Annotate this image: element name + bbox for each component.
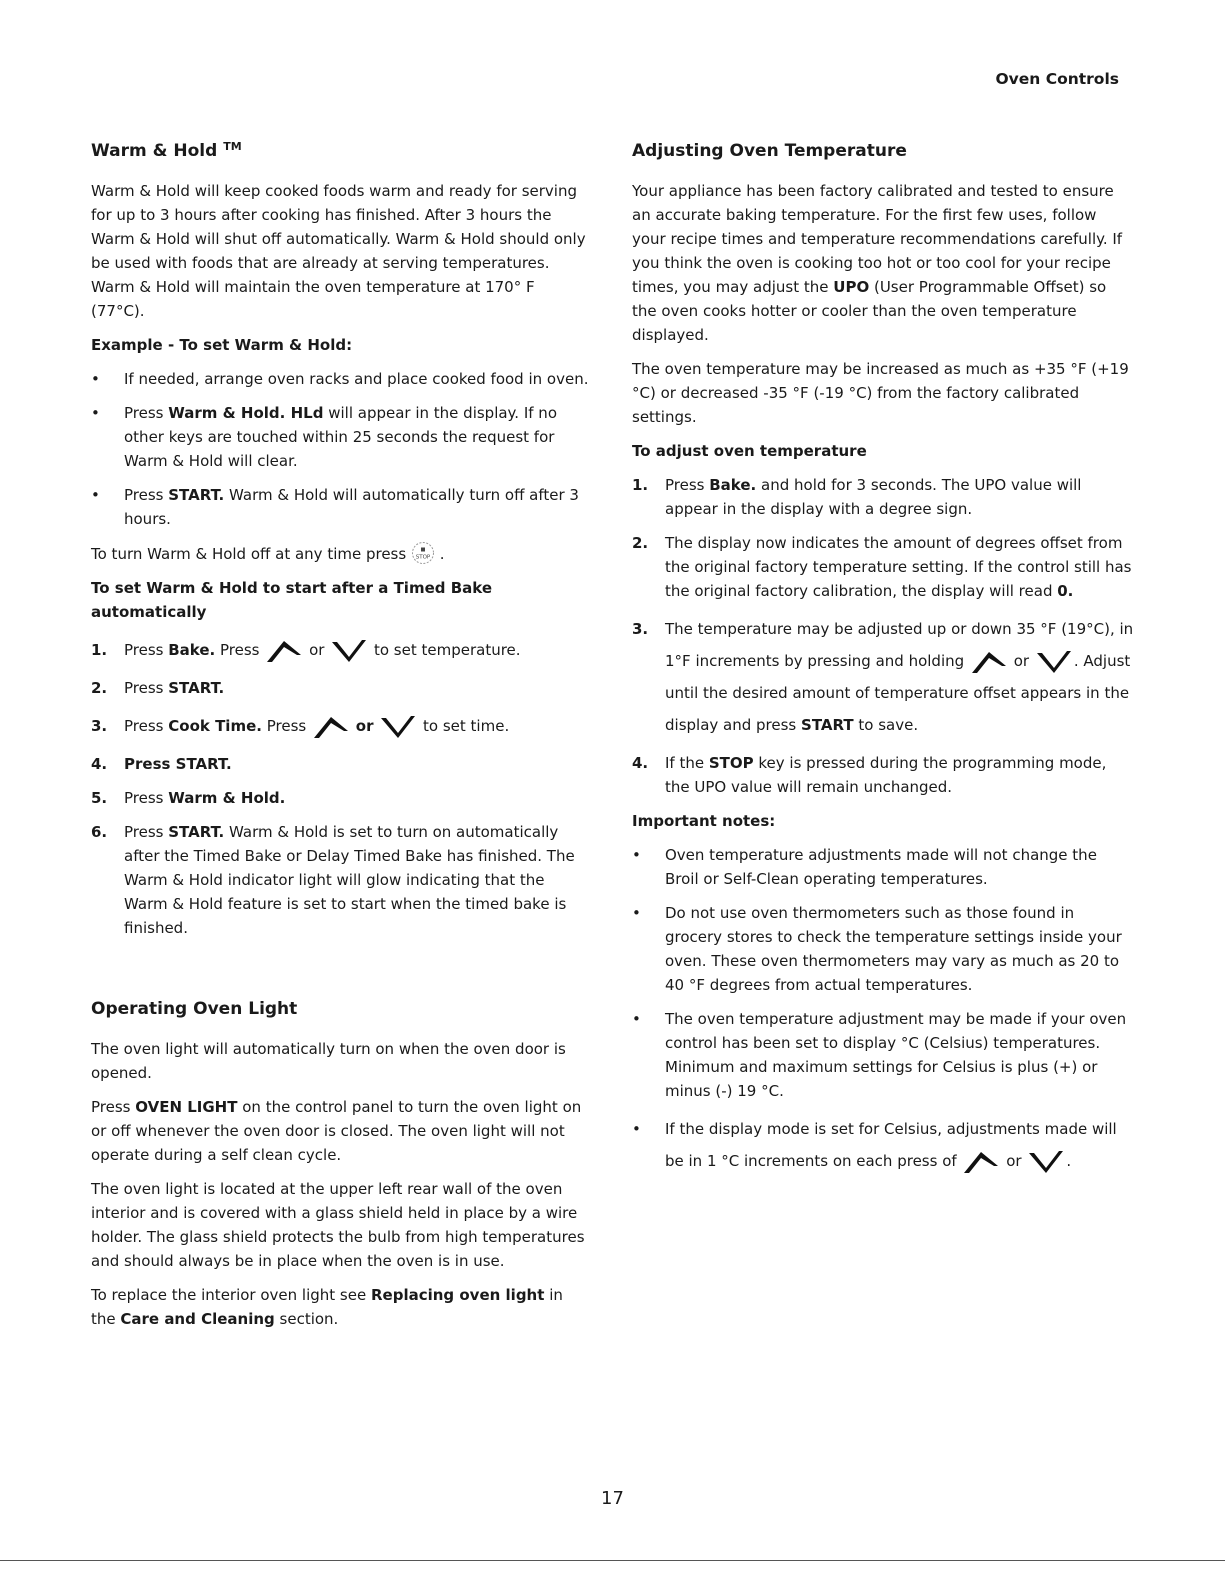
list-item: 2. Press START. [91, 679, 225, 697]
list-item: 3. Press Cook Time. Press or to set time. [91, 710, 591, 742]
oven-light-p1: The oven light will automatically turn on when the oven door is opened. [91, 1040, 566, 1082]
list-item: • Oven temperature adjustments made will not change the Broil or Self-Clean operating temperatures. [632, 843, 1134, 891]
turn-off-instruction: To turn Warm & Hold off at any time press STOP . [91, 541, 591, 566]
list-item: • If the display mode is set for Celsius, adjustments made will be in 1 °C increments on each press of or . [632, 1113, 1134, 1177]
list-item: • Do not use oven thermometers such as those found in grocery stores to check the temperature settings inside your oven. These oven thermometers may vary as much as 20 to 40 °F degrees from actual temperatures. [632, 901, 1134, 997]
timed-bake-steps [91, 634, 591, 940]
up-arrow-icon [311, 714, 351, 740]
stop-button-icon [411, 541, 435, 565]
page-number: 17 [601, 1488, 624, 1509]
adjust-steps-heading: To adjust oven temperature [632, 442, 867, 460]
adjust-steps [632, 473, 1134, 799]
up-arrow-icon [969, 649, 1009, 675]
warm-hold-bullets [91, 367, 591, 531]
oven-light-p3: The oven light is located at the upper left rear wall of the oven interior and is covered with a glass shield held in place by a wire holder. The glass shield protects the bulb from high temperatures and should always be in place when the oven is in use. [91, 1180, 585, 1270]
list-item: • If needed, arrange oven racks and place cooked food in oven. [91, 367, 591, 391]
down-arrow-icon [1026, 1149, 1066, 1175]
oven-light-title: Operating Oven Light [91, 999, 298, 1019]
svg-text:STOP: STOP [415, 554, 431, 561]
bullet-icon: • [91, 486, 100, 504]
timed-bake-heading: To set Warm & Hold to start after a Timed Bake automatically [91, 579, 493, 621]
example-heading: Example - To set Warm & Hold: [91, 336, 353, 354]
list-item: 2. The display now indicates the amount of degrees offset from the original factory temperature setting. If the control still has the original factory calibration, the display will read 0. [632, 534, 1132, 600]
bullet-icon: • [632, 1010, 641, 1028]
adjust-p1: Your appliance has been factory calibrated and tested to ensure an accurate baking temperature. For the first few uses, follow your recipe times and temperature recommendations carefully. If you think the oven is cooking too hot or too cool for your recipe times, you may adjust the UPO (User Programmable Offset) so the oven cooks hotter or cooler than the oven temperature displayed. [632, 182, 1123, 344]
down-arrow-icon [1034, 649, 1074, 675]
notes-list [632, 843, 1134, 1177]
list-item: • Press START. Warm & Hold will automatically turn off after 3 hours. [91, 483, 591, 531]
adjust-p2: The oven temperature may be increased as much as +35 °F (+19 °C) or decreased -35 °F (-19 °C) from the factory calibrated settings. [632, 360, 1129, 426]
bullet-icon: • [91, 370, 100, 388]
bullet-icon: • [632, 846, 641, 864]
left-column [91, 138, 591, 1341]
list-item: • Press Warm & Hold. HLd will appear in the display. If no other keys are touched within 25 seconds the request for Warm & Hold will clear. [91, 401, 591, 473]
down-arrow-icon [378, 714, 418, 740]
oven-light-p2: Press OVEN LIGHT on the control panel to turn the oven light on or off whenever the oven door is closed. The oven light will not operate during a self clean cycle. [91, 1098, 582, 1164]
warm-hold-title: Warm & Hold ™ [91, 140, 242, 161]
list-item: 5. Press Warm & Hold. [91, 789, 286, 807]
up-arrow-icon [264, 638, 304, 664]
list-item: 1. Press Bake. and hold for 3 seconds. The UPO value will appear in the display with a degree sign. [632, 476, 1082, 518]
list-item: 1. Press Bake. Press or to set temperature. [91, 634, 591, 666]
bullet-icon: • [632, 1120, 641, 1138]
section-header: Oven Controls [995, 70, 1119, 88]
notes-heading: Important notes: [632, 812, 776, 830]
list-item: • The oven temperature adjustment may be made if your oven control has been set to display °C (Celsius) temperatures. Minimum and maximum settings for Celsius is plus (+) or minus (-) 19 °C. [632, 1007, 1134, 1103]
list-item: 6. Press START. Warm & Hold is set to turn on automatically after the Timed Bake or Delay Timed Bake has finished. The Warm & Hold indicator light will glow indicating that the Warm & Hold feature is set to start when the timed bake is finished. [91, 823, 575, 937]
bullet-icon: • [91, 404, 100, 422]
list-item: 4. If the STOP key is pressed during the programming mode, the UPO value will remain unchanged. [632, 754, 1107, 796]
up-arrow-icon [961, 1149, 1001, 1175]
right-column [632, 138, 1134, 1187]
bottom-rule [0, 1560, 1225, 1561]
down-arrow-icon [329, 638, 369, 664]
bullet-icon: • [632, 904, 641, 922]
list-item: 3. The temperature may be adjusted up or down 35 °F (19°C), in 1°F increments by pressing and holding or . Adjust until the desired amount of temperature offset appears in the display and press START to save. [632, 620, 1134, 734]
warm-hold-intro: Warm & Hold will keep cooked foods warm and ready for serving for up to 3 hours after cooking has finished. After 3 hours the Warm & Hold will shut off automatically. Warm & Hold should only be used with foods that are already at serving temperatures. Warm & Hold will maintain the oven temperature at 170° F (77°C). [91, 182, 586, 320]
adjust-temp-title: Adjusting Oven Temperature [632, 141, 907, 161]
list-item: 4. Press START. [91, 755, 232, 773]
oven-light-p4: To replace the interior oven light see Replacing oven light in the Care and Cleaning section. [91, 1286, 563, 1328]
